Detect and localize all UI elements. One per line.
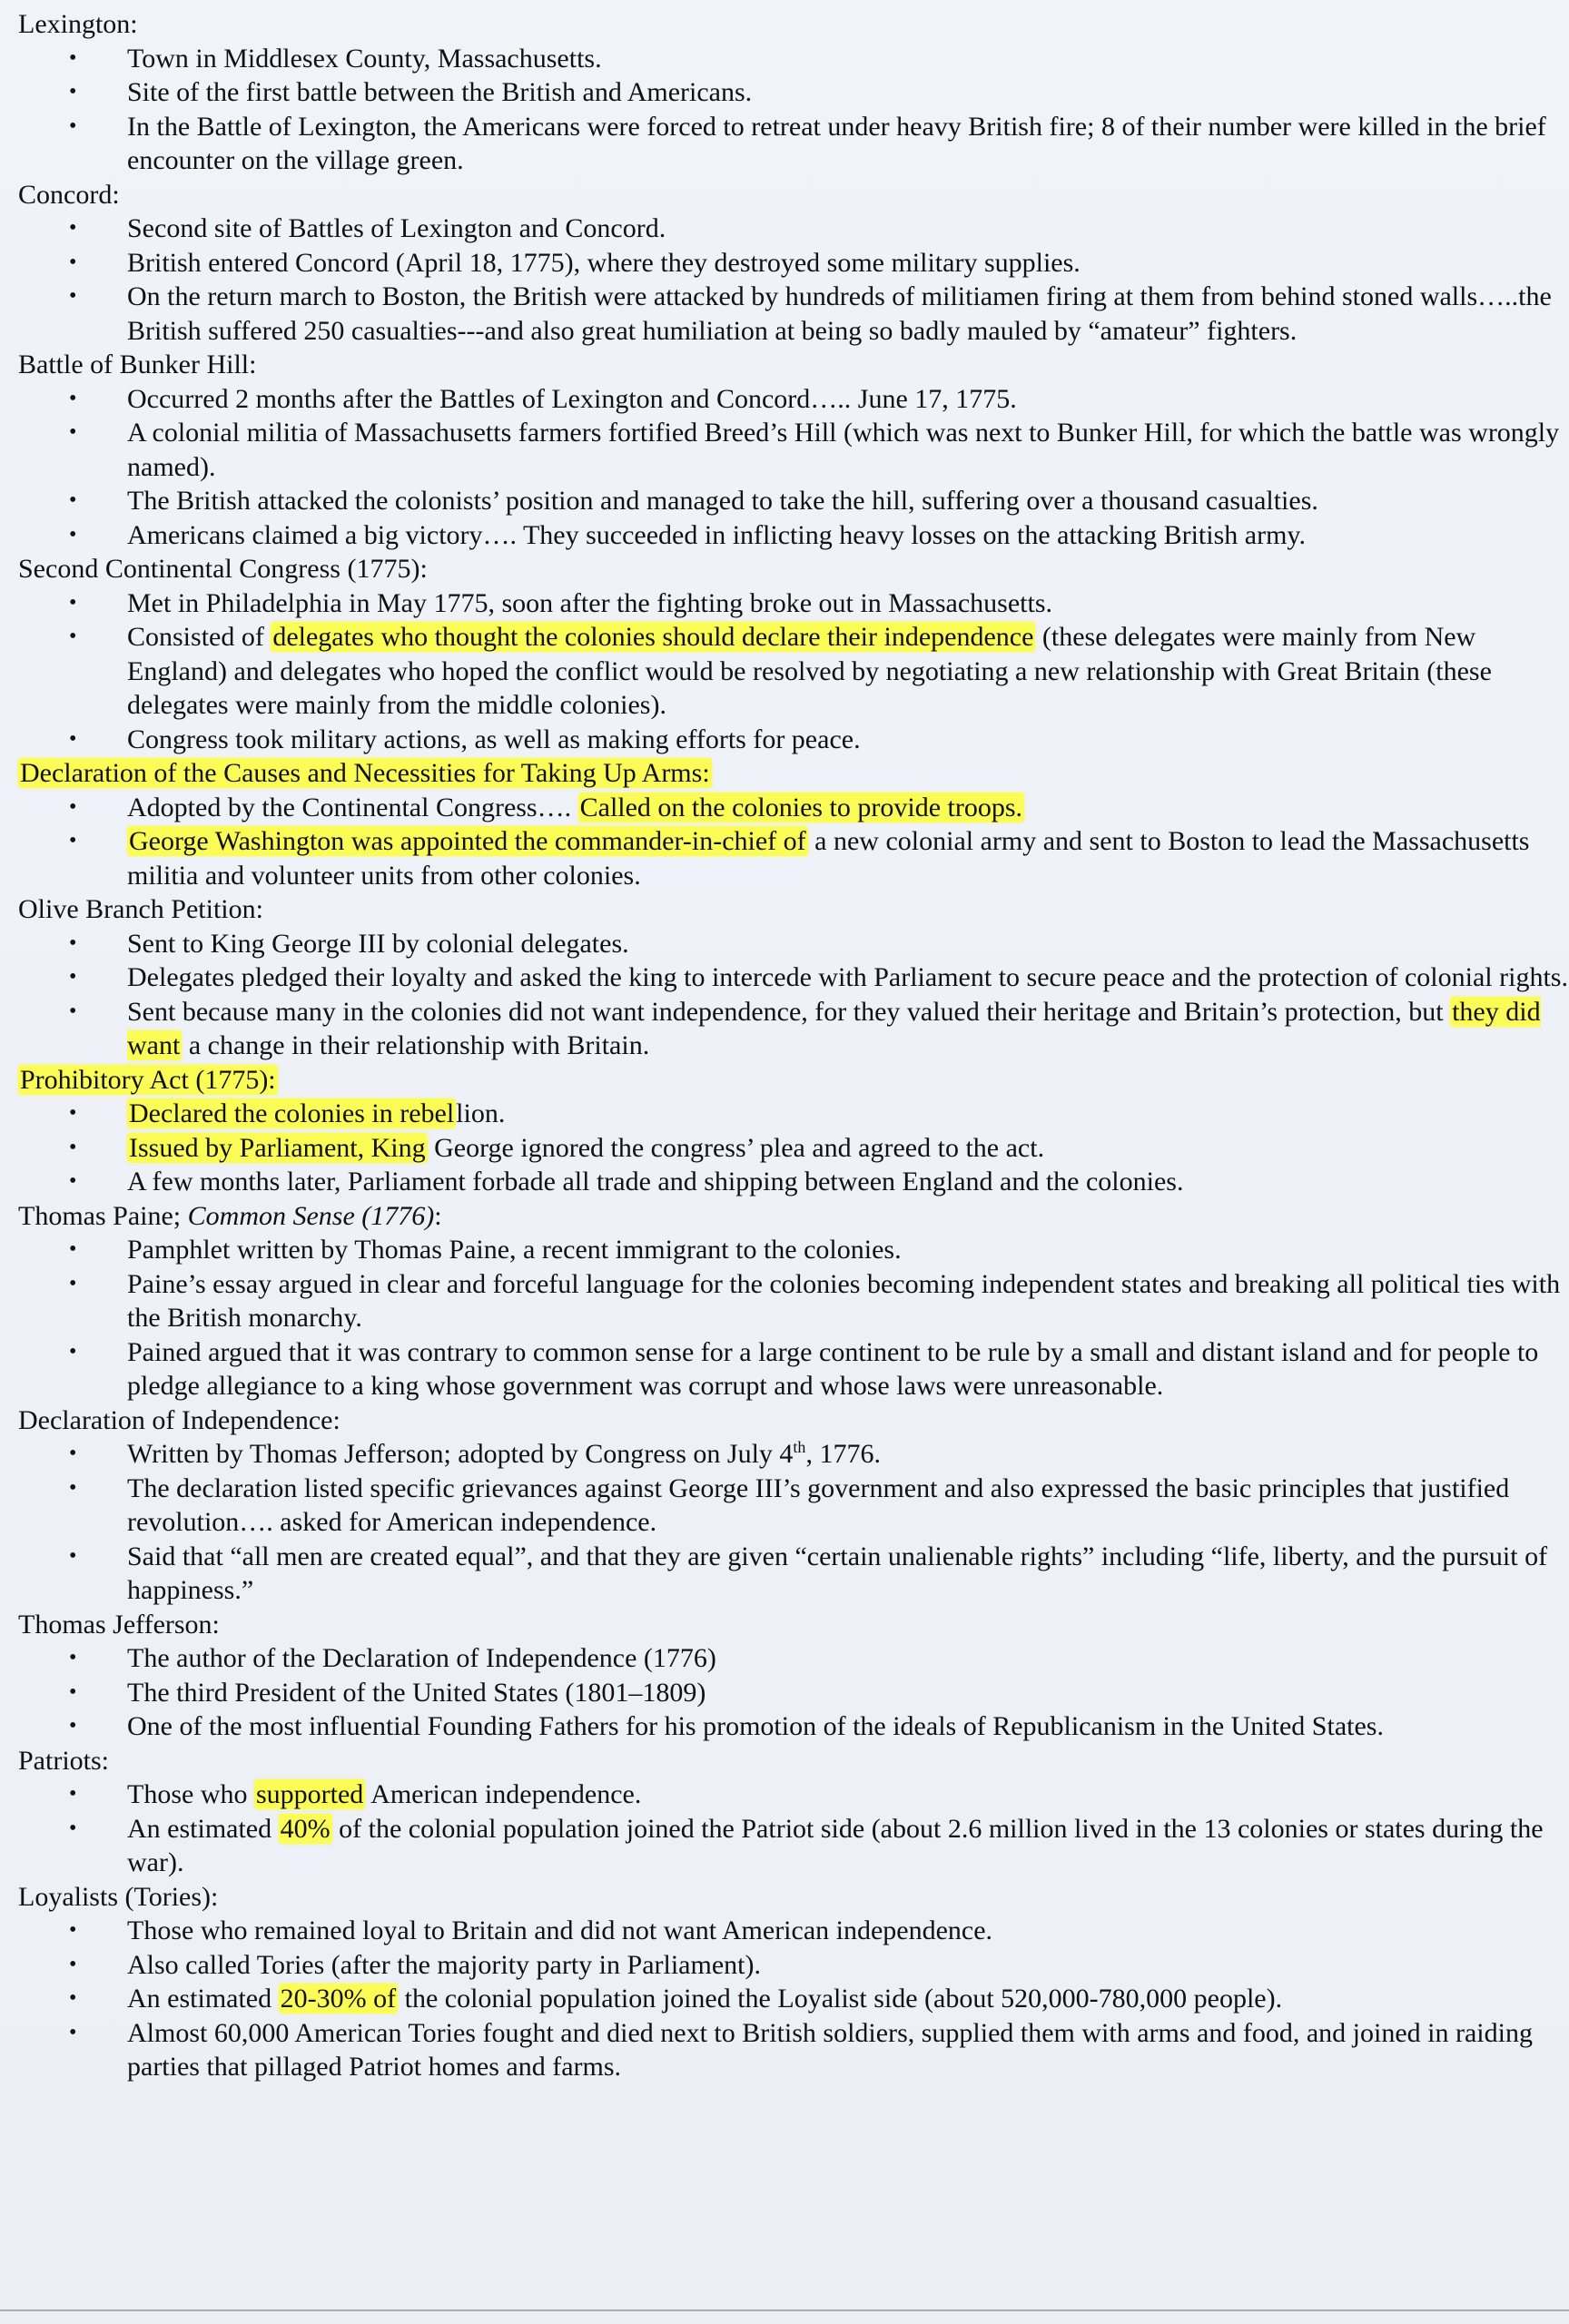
list-item (18, 586, 1569, 621)
bullet-icon: • (69, 420, 77, 444)
bullet-list (18, 927, 1569, 1063)
section-heading: Lexington: (18, 9, 138, 39)
bullet-list (18, 1097, 1569, 1199)
list-item-text: A colonial militia of Massachusetts farmers fortified Breed’s Hill (which was next to Bunker Hill, for which the battle was wrongly named). (127, 418, 1560, 482)
bullet-icon: • (69, 216, 77, 240)
list-item-text: British entered Concord (April 18, 1775), where they destroyed some military supplies. (127, 247, 1081, 278)
bullet-icon: • (69, 284, 77, 308)
list-item (18, 75, 1569, 110)
list-item (18, 1097, 1569, 1131)
list-item-text: An estimated 20-30% of the colonial population joined the Loyalist side (about 520,000-780,000 people). (127, 1984, 1283, 2014)
highlighted-text: delegates who thought the colonies should declare their independence (272, 622, 1034, 652)
bullet-icon: • (69, 1135, 77, 1159)
list-item (18, 1335, 1569, 1403)
bullet-icon: • (69, 1679, 77, 1704)
list-item-text: Met in Philadelphia in May 1775, soon after the fighting broke out in Massachusetts. (127, 587, 1053, 618)
list-item (18, 110, 1569, 178)
list-item-text: Also called Tories (after the majority party in Parliament). (127, 1949, 761, 1980)
list-item (18, 1709, 1569, 1744)
list-item (18, 1233, 1569, 1267)
list-item-text: Those who remained loyal to Britain and did not want American independence. (127, 1915, 993, 1945)
list-item (18, 1165, 1569, 1199)
list-item (18, 518, 1569, 553)
list-item (18, 1777, 1569, 1812)
bullet-icon: • (69, 1339, 77, 1364)
bullet-list (18, 382, 1569, 553)
list-item-text: Site of the first battle between the British and Americans. (127, 77, 753, 107)
bullet-icon: • (69, 1918, 77, 1942)
section-heading (18, 1063, 1569, 1098)
list-item-text: In the Battle of Lexington, the Americans were forced to retreat under heavy British fire; 8 of their number were killed in the brief encounter on the village green. (127, 111, 1546, 175)
list-item-text: An estimated 40% of the colonial population joined the Patriot side (about 2.6 million lived in the 13 colonies or states during the war). (127, 1813, 1544, 1877)
list-item-text: Written by Thomas Jefferson; adopted by Congress on July 4th, 1776. (127, 1438, 881, 1469)
bullet-icon: • (69, 1169, 77, 1193)
bullet-icon: • (69, 726, 77, 751)
highlighted-text: Declared the colonies in rebel (129, 1098, 455, 1128)
section-heading: Patriots: (18, 1745, 110, 1776)
list-item-text: Adopted by the Continental Congress…. Called on the colonies to provide troops. (127, 792, 1023, 822)
bullet-icon: • (69, 1986, 77, 2010)
list-item-text: Almost 60,000 American Tories fought and died next to British soldiers, supplied them with arms and food, and joined in raiding parties that pillaged Patriot homes and farms. (127, 2017, 1533, 2082)
bullet-icon: • (69, 829, 77, 852)
section-heading: Second Continental Congress (1775): (18, 554, 428, 584)
bullet-icon: • (69, 625, 77, 648)
list-item-text: The author of the Declaration of Independence (1776) (127, 1643, 716, 1673)
list-item (18, 212, 1569, 246)
list-item-text: A few months later, Parliament forbade all trade and shipping between England and the colonies. (127, 1167, 1184, 1196)
bullet-icon: • (69, 522, 77, 547)
list-item (18, 927, 1569, 961)
list-item (18, 791, 1569, 825)
bullet-icon: • (69, 1952, 77, 1976)
section-heading: Olive Branch Petition: (18, 894, 263, 924)
list-item (18, 2016, 1569, 2084)
bullet-list (18, 42, 1569, 178)
highlighted-text: 40% (280, 1813, 331, 1844)
section-heading: Concord: (18, 179, 120, 210)
list-item-text: Paine’s essay argued in clear and forceful language for the colonies becoming independent states and breaking all political ties with the British monarchy. (127, 1268, 1561, 1333)
bullet-icon: • (69, 965, 77, 989)
list-item (18, 42, 1569, 76)
list-item-text: One of the most influential Founding Fathers for his promotion of the ideals of Republicanism in the United States. (127, 1711, 1384, 1741)
section-heading: Battle of Bunker Hill: (18, 350, 257, 379)
bullet-list (18, 791, 1569, 893)
section-heading: Declaration of Independence: (18, 1404, 340, 1435)
list-item (18, 1982, 1569, 2016)
list-item (18, 1641, 1569, 1676)
list-item (18, 620, 1569, 723)
bullet-list (18, 586, 1569, 757)
highlighted-text: they did want (127, 996, 1541, 1060)
highlighted-text: Declaration of the Causes and Necessities for Taking Up Arms: (20, 758, 710, 788)
notes-content (18, 7, 1569, 2084)
section-heading (18, 756, 1569, 791)
list-item (18, 1437, 1569, 1472)
bullet-list (18, 1233, 1569, 1403)
list-item (18, 723, 1569, 757)
list-item-text: Town in Middlesex County, Massachusetts. (127, 43, 602, 74)
bullet-icon: • (69, 1442, 77, 1465)
list-item (18, 1948, 1569, 1983)
bullet-list (18, 1437, 1569, 1608)
list-item-text: Sent to King George III by colonial delegates. (127, 928, 629, 959)
list-item-text: Sent because many in the colonies did not want independence, for they valued their heritage and Britain’s protection, but they did want a change in their relationship with Britain. (127, 996, 1541, 1060)
list-item-text: Congress took military actions, as well as making efforts for peace. (127, 724, 861, 754)
section-heading: Thomas Jefferson: (18, 1609, 220, 1640)
list-item-text: Occurred 2 months after the Battles of Lexington and Concord….. June 17, 1775. (127, 383, 1017, 414)
bullet-icon: • (69, 250, 77, 274)
bullet-icon: • (69, 1816, 77, 1840)
bullet-icon: • (69, 1714, 77, 1738)
highlighted-text: Called on the colonies to provide troops. (579, 792, 1023, 822)
list-item-text: Pained argued that it was contrary to common sense for a large continent to be rule by a small and distant island and for people to pledge allegiance to a king whose government was corrupt and whose laws were unreasonable. (127, 1336, 1539, 1401)
highlighted-text: Issued by Parliament, King (129, 1132, 426, 1163)
list-item (18, 824, 1569, 892)
section-heading: Loyalists (Tories): (18, 1881, 219, 1912)
list-item (18, 484, 1569, 518)
list-item (18, 1812, 1569, 1880)
list-item-text: Issued by Parliament, King George ignored the congress’ plea and agreed to the act. (129, 1132, 1045, 1163)
bullet-icon: • (69, 2020, 77, 2044)
bullet-icon: • (69, 794, 77, 819)
bullet-list (18, 1914, 1569, 2084)
bullet-icon: • (69, 1271, 77, 1295)
list-item (18, 1472, 1569, 1540)
list-item (18, 1267, 1569, 1335)
highlighted-text: 20-30% of (280, 1984, 397, 2014)
bullet-list (18, 1777, 1569, 1880)
list-item-text: Those who supported American independence. (127, 1779, 642, 1809)
list-item (18, 246, 1569, 281)
list-item (18, 280, 1569, 348)
list-item-text: Delegates pledged their loyalty and asked the king to intercede with Parliament to secure peace and the protection of colonial rights. (127, 962, 1568, 992)
list-item-text: The third President of the United States (1801–1809) (127, 1677, 706, 1708)
bullet-icon: • (69, 1237, 77, 1261)
list-item (18, 1131, 1569, 1166)
list-item-text: The declaration listed specific grievances against George III’s government and also expressed the basic principles that justified revolution…. asked for American independence. (127, 1472, 1510, 1537)
bullet-icon: • (69, 999, 77, 1023)
bullet-icon: • (69, 1646, 77, 1669)
list-item-text: George Washington was appointed the commander-in-chief of a new colonial army and sent to Boston to lead the Massachusetts militia and volunteer units from other colonies. (127, 826, 1530, 891)
list-item (18, 416, 1569, 484)
bullet-icon: • (69, 590, 77, 615)
list-item (18, 382, 1569, 417)
list-item-text: On the return march to Boston, the British were attacked by hundreds of militiamen firing at them from behind stoned walls…..the British suffered 250 casualties---and also great humiliation at being so badly mauled by “amateur” fighters. (127, 281, 1552, 346)
ordinal-suffix: th (793, 1438, 806, 1456)
list-item (18, 1676, 1569, 1710)
highlighted-text: supported (255, 1779, 364, 1809)
bullet-icon: • (69, 488, 77, 512)
page-bottom-edge (0, 2309, 1569, 2311)
bullet-icon: • (69, 386, 77, 410)
bullet-list (18, 1641, 1569, 1744)
list-item (18, 1914, 1569, 1948)
list-item-text: Americans claimed a big victory…. They succeeded in inflicting heavy losses on the attacking British army. (127, 519, 1306, 550)
bullet-icon: • (69, 1782, 77, 1806)
list-item-text: Said that “all men are created equal”, and that they are given “certain unalienable rights” including “life, liberty, and the pursuit of happiness.” (127, 1541, 1548, 1605)
list-item (18, 995, 1569, 1063)
list-item-text: Second site of Battles of Lexington and Concord. (127, 213, 666, 243)
list-item (18, 1540, 1569, 1608)
list-item-text: The British attacked the colonists’ position and managed to take the hill, suffering over a thousand casualties. (127, 486, 1318, 516)
list-item-text: Pamphlet written by Thomas Paine, a recent immigrant to the colonies. (127, 1235, 902, 1265)
bullet-icon: • (69, 1475, 77, 1500)
bullet-icon: • (69, 80, 77, 103)
list-item (18, 960, 1569, 995)
bullet-icon: • (69, 1543, 77, 1568)
book-title: Common Sense (1776) (187, 1200, 435, 1231)
list-item-text: Declared the colonies in rebellion. (129, 1098, 506, 1128)
bullet-list (18, 212, 1569, 348)
bullet-icon: • (69, 113, 77, 138)
list-item-text: Consisted of delegates who thought the colonies should declare their independence (these delegates were mainly from New England) and delegates who hoped the conflict would be resolved by negotiating a new relationship with Great Britain (these delegates were mainly from the middle colonies). (127, 622, 1492, 720)
section-heading: Thomas Paine; Common Sense (1776): (18, 1200, 442, 1231)
bullet-icon: • (69, 45, 77, 70)
bullet-icon: • (69, 931, 77, 955)
highlighted-text: George Washington was appointed the commander-in-chief of (129, 826, 806, 856)
bullet-icon: • (69, 1101, 77, 1125)
highlighted-text: Prohibitory Act (1775): (20, 1064, 276, 1095)
